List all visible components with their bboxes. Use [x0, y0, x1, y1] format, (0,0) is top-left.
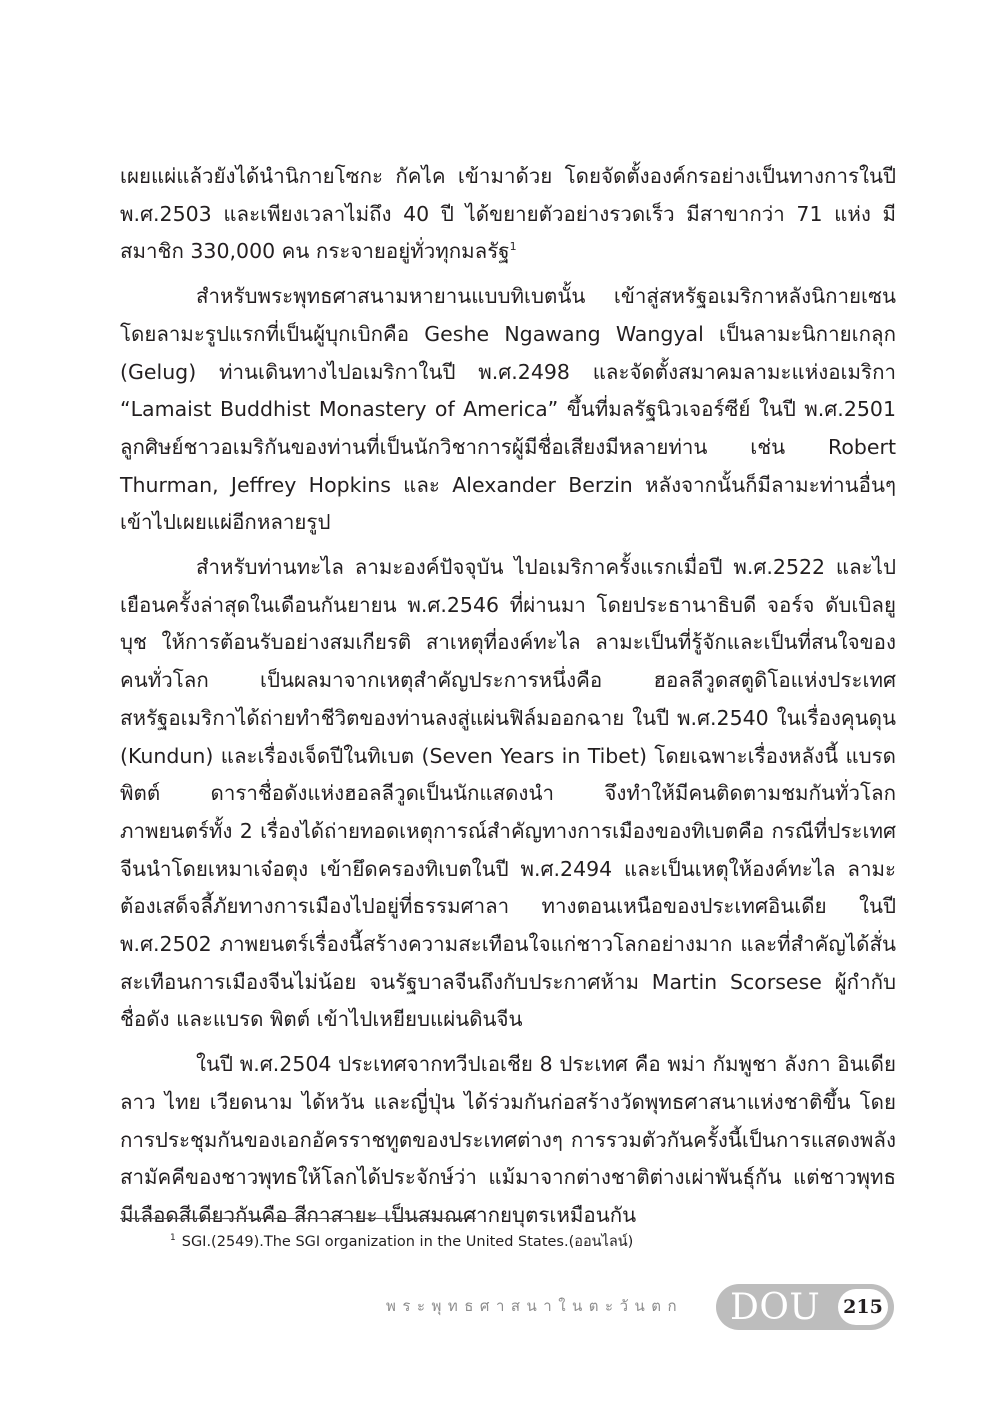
page-number: 215 [838, 1289, 888, 1325]
running-title: พระพุทธศาสนาในตะวันตก [386, 1297, 684, 1315]
paragraph-4: ในปี พ.ศ.2504 ประเทศจากทวีปเอเชีย 8 ประเทศ คือ พม่า กัมพูชา ลังกา อินเดีย ลาว ไทย เวียดนาม ได้หวัน และญี่ปุ่น ได้ร่วมกันก่อสร้างวัดพุทธศาสนาแห่งชาติขึ้น โดยการประชุมกันของเอกอัครราชทูตของประเทศต่างๆ การรวมตัวกันครั้งนี้เป็นการแสดงพลังสามัคคีของชาวพุทธให้โลกได้ประจักษ์ว่า แม้มาจากต่างชาติต่างเผ่าพันธุ์กัน แต่ชาวพุทธมีเลือดสีเดียวกันคือ สีกาสายะ เป็นสมณศากยบุตรเหมือนกัน [120, 1052, 896, 1227]
footnote-divider [120, 1218, 476, 1219]
body-text [120, 158, 896, 1242]
paragraph-1 [120, 158, 896, 271]
dou-logo: DOU [730, 1287, 821, 1328]
footnote-mark: 1 [170, 1233, 176, 1243]
paragraph-1-text: เผยแผ่แล้วยังได้นำนิกายโซกะ กัคไค เข้ามาด้วย โดยจัดตั้งองค์กรอย่างเป็นทางการในปี พ.ศ.2503 และเพียงเวลาไม่ถึง 40 ปี ได้ขยายตัวอย่างรวดเร็ว มีสาขากว่า 71 แห่ง มีสมาชิก 330,000 คน กระจายอยู่ทั่วทุกมลรัฐ [120, 164, 896, 264]
paragraph-2: สำหรับพระพุทธศาสนามหายานแบบทิเบตนั้น เข้าสู่สหรัฐอเมริกาหลังนิกายเซน โดยลามะรูปแรกที่เป็นผู้บุกเบิกคือ Geshe Ngawang Wangyal เป็นลามะนิกายเกลุก (Gelug) ท่านเดินทางไปอเมริกาในปี พ.ศ.2498 และจัดตั้งสมาคมลามะแห่งอเมริกา “Lamaist Buddhist Monastery of America” ขึ้นที่มลรัฐนิวเจอร์ซีย์ ในปี พ.ศ.2501 ลูกศิษย์ชาวอเมริกันของท่านที่เป็นนักวิชาการผู้มีชื่อเสียงมีหลายท่าน เช่น Robert Thurman, Jeffrey Hopkins และ Alexander Berzin หลังจากนั้นก็มีลามะท่านอื่นๆเข้าไปเผยแผ่อีกหลายรูป [120, 284, 896, 535]
footnote-text: SGI.(2549).The SGI organization in the United States.(ออนไลน์) [181, 1233, 634, 1250]
publisher-badge [716, 1284, 894, 1330]
paragraph-3: สำหรับท่านทะไล ลามะองค์ปัจจุบัน ไปอเมริกาครั้งแรกเมื่อปี พ.ศ.2522 และไปเยือนครั้งล่าสุดในเดือนกันยายน พ.ศ.2546 ที่ผ่านมา โดยประธานาธิบดี จอร์จ ดับเบิลยู บุช ให้การต้อนรับอย่างสมเกียรติ สาเหตุที่องค์ทะไล ลามะเป็นที่รู้จักและเป็นที่สนใจของคนทั่วโลก เป็นผลมาจากเหตุสำคัญประการหนึ่งคือ ฮอลลีวูดสตูดิโอแห่งประเทศสหรัฐอเมริกาได้ถ่ายทำชีวิตของท่านลงสู่แผ่นฟิล์มออกฉาย ในปี พ.ศ.2540 ในเรื่องคุนดุน (Kundun) และเรื่องเจ็ดปีในทิเบต (Seven Years in Tibet) โดยเฉพาะเรื่องหลังนี้ แบรด พิตต์ ดาราชื่อดังแห่งฮอลลีวูดเป็นนักแสดงนำ จึงทำให้มีคนติดตามชมกันทั่วโลก ภาพยนตร์ทั้ง 2 เรื่องได้ถ่ายทอดเหตุการณ์สำคัญทางการเมืองของทิเบตคือ กรณีที่ประเทศจีนนำโดยเหมาเจ๋อตุง เข้ายึดครองทิเบตในปี พ.ศ.2494 และเป็นเหตุให้องค์ทะไล ลามะต้องเสด็จลี้ภัยทางการเมืองไปอยู่ที่ธรรมศาลา ทางตอนเหนือของประเทศอินเดีย ในปี พ.ศ.2502 ภาพยนตร์เรื่องนี้สร้างความสะเทือนใจแก่ชาวโลกอย่างมาก และที่สำคัญได้สั่นสะเทือนการเมืองจีนไม่น้อย จนรัฐบาลจีนถึงกับประกาศห้าม Martin Scorsese ผู้กำกับชื่อดัง และแบรด พิตต์ เข้าไปเหยียบแผ่นดินจีน [120, 555, 896, 1032]
footnote [170, 1228, 890, 1252]
footnote-reference[interactable]: 1 [509, 240, 517, 254]
